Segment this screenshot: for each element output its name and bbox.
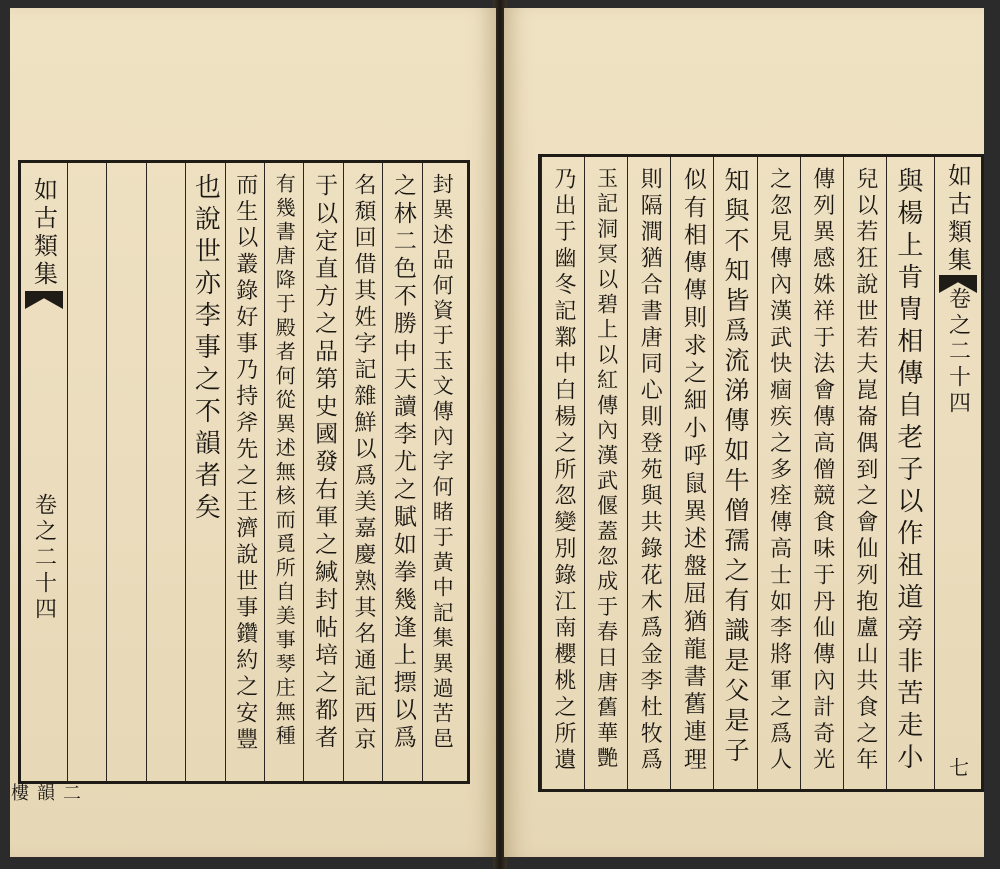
column-text: 似有相傳傳則求之細小呼鼠異述盤屈猶龍書舊連理 xyxy=(679,167,706,775)
column-text: 而生以叢錄好事乃持斧先之王濟說世事鑽約之安豐 xyxy=(232,173,258,754)
text-column xyxy=(713,157,756,789)
right-page xyxy=(504,8,984,857)
text-column xyxy=(185,163,224,781)
text-column xyxy=(422,163,461,781)
column-text: 乃出于幽冬記鄴中白楊之所忽變別錄江南櫻桃之所遺 xyxy=(551,167,577,775)
text-column xyxy=(627,157,670,789)
text-column xyxy=(800,157,843,789)
margin-page-number: 七 xyxy=(945,757,970,777)
left-page xyxy=(10,8,496,857)
margin-volume: 卷之二十四 xyxy=(31,493,57,623)
margin-volume: 卷之二十四 xyxy=(945,287,971,417)
text-column xyxy=(343,163,382,781)
text-column xyxy=(303,163,342,781)
column-text: 于以定直方之品第史國發右軍之緘封帖培之都者 xyxy=(311,173,338,753)
column-text: 玉記洞冥以碧上以紅傳內漢武偃蓋忽成于春日唐舊華艷 xyxy=(594,167,619,772)
text-column xyxy=(843,157,886,789)
column-text: 則隔澗猶合書唐同心則登苑與共錄花木爲金李杜牧爲 xyxy=(637,167,663,775)
column-text: 之林二色不勝中天讀李尤之賦如拳幾逢上摽以爲 xyxy=(389,173,416,753)
column-text: 傳列異感姝祥于法會傳高僧競食味于丹仙傳內計奇光 xyxy=(809,167,835,775)
text-column xyxy=(541,157,584,789)
margin-book-title: 如古類集 xyxy=(943,163,972,275)
text-column xyxy=(886,157,929,789)
text-column xyxy=(264,163,303,781)
fishtail-mark xyxy=(25,291,63,309)
text-column xyxy=(670,157,713,789)
column-text: 與楊上肯冑相傳自老子以作祖道旁非苦走小 xyxy=(892,167,923,775)
column-text: 名頹回借其姓字記雜鮮以爲美嘉慶熟其名通記西京 xyxy=(350,173,376,754)
column-text: 兒以若狂說世若夫崑崙偶到之會仙列抱盧山共食之年 xyxy=(852,167,878,775)
text-column xyxy=(106,163,145,781)
text-column xyxy=(225,163,264,781)
text-column xyxy=(757,157,800,789)
column-text: 封異述品何資于玉文傳內字何睹于黃中記集異過苦邑 xyxy=(430,173,455,753)
text-column xyxy=(382,163,421,781)
right-page-margin-strip xyxy=(934,157,981,789)
right-text-frame xyxy=(538,154,984,792)
column-text: 知與不知皆爲流涕傳如牛僧孺之有識是父是子 xyxy=(720,167,750,767)
margin-book-title: 如古類集 xyxy=(29,177,58,289)
left-page-margin-strip xyxy=(8,163,81,807)
text-column xyxy=(584,157,627,789)
text-column xyxy=(146,163,185,781)
margin-publisher: 二韻樓 xyxy=(8,783,81,807)
column-text: 之忽見傳內漢武快痼疾之多痊傳高士如李將軍之爲人 xyxy=(766,167,792,775)
left-text-frame xyxy=(8,160,470,807)
column-text: 也說世亦李事之不韻者矣 xyxy=(190,173,221,525)
text-column xyxy=(67,163,106,781)
column-text: 有幾書唐降于殿者何從異述無核而覓所自美事琴庄無種 xyxy=(272,173,297,749)
